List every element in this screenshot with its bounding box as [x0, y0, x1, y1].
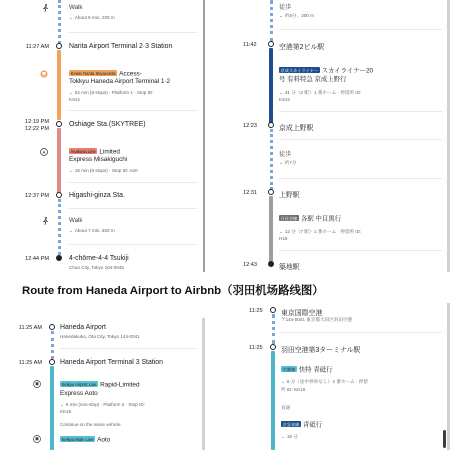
walk-label: 徒歩 [279, 151, 292, 158]
transit-leg-title: Keikyu Main Line Aoto [61, 436, 111, 444]
departure-time: 11:25 AM [18, 360, 42, 366]
transit-leg-title: 空港線 快特 青砥行 [282, 366, 333, 374]
transit-leg-title: 京成スカイライナー スカイライナー20 [280, 67, 374, 75]
keikyu-line [50, 366, 54, 450]
station-node [268, 189, 274, 195]
divider [279, 111, 442, 112]
chevron-down-icon: ⌄ [279, 160, 283, 165]
station-node [270, 344, 276, 350]
leg-details[interactable]: ⌄ 12 分（7 駅）· 1 番ホーム · 停留所 ID: [279, 229, 362, 234]
walk-label: 徒歩 [279, 4, 292, 11]
svg-text:A: A [42, 149, 46, 155]
line-badge: Keikyu Main Line [61, 436, 94, 442]
walk-icon [41, 4, 49, 12]
divider [69, 110, 197, 111]
line-badge: Keikyu Airport Line [61, 381, 97, 387]
itinerary-panel-narita-en [0, 0, 205, 272]
transit-leg-destination: 号 有料特急 京成上野行 [279, 76, 347, 83]
walk-duration[interactable]: ⌄ About 7 min, 500 m [69, 228, 115, 233]
stop-id: KK16 [60, 409, 72, 414]
line-badge: 京急本線 [282, 421, 300, 427]
transit-leg-title: 日比谷線 各駅 中目黒行 [280, 215, 342, 223]
station-name[interactable]: 京成上野駅 [279, 125, 314, 132]
through-service-note: 直通 [281, 405, 291, 410]
itinerary-panel-haneda-en [0, 318, 205, 450]
divider [69, 208, 197, 209]
skyliner-line [269, 48, 273, 124]
asakusa-line [57, 128, 61, 194]
walk-label: Walk [69, 4, 83, 11]
walk-path [51, 331, 54, 359]
station-node [268, 41, 274, 47]
arrival-time: 12:23 [243, 123, 257, 129]
train-icon [33, 380, 41, 388]
train-icon [40, 70, 48, 78]
station-node [56, 121, 62, 127]
stop-id: KS41 [69, 97, 81, 102]
station-node [56, 192, 62, 198]
scrollbar-thumb[interactable] [443, 430, 446, 448]
destination-city: Chuo City, Tokyo 104-0045 [69, 265, 124, 270]
walk-duration[interactable]: ⌄ 約7分 [279, 160, 297, 165]
line-badge: 京成スカイライナー [280, 67, 319, 73]
keikyu-line [271, 351, 275, 450]
departure-time: 12:22 PM [25, 126, 49, 132]
walk-path [272, 314, 275, 344]
transit-leg-title: Keikyu Airport Line Rapid-Limited [61, 381, 140, 389]
divider [279, 178, 442, 179]
walk-icon [41, 217, 49, 225]
arrival-time: 12:31 [243, 190, 257, 196]
walk-path [270, 0, 273, 42]
departure-time: 11:25 [249, 308, 263, 314]
skyaccess-line [57, 50, 61, 120]
line-badge: Asakusa Line [70, 148, 96, 154]
chevron-down-icon: ⌄ [281, 434, 285, 439]
panel-edge [203, 0, 205, 272]
leg-details[interactable]: ⌄ 15 min (9 stops) · Stop ID: A20 [69, 168, 138, 173]
itinerary-panel-haneda-ja [236, 303, 450, 450]
arrival-time: 12:43 [243, 262, 257, 268]
station-name[interactable]: Narita Airport Terminal 2·3 Station [69, 43, 173, 50]
divider [69, 32, 197, 33]
station-node [56, 43, 62, 49]
station-name[interactable]: 空港第2ビル駅 [279, 44, 325, 51]
station-node [268, 122, 274, 128]
departure-time: 11:27 AM [25, 44, 49, 50]
station-name[interactable]: Haneda Airport Terminal 3 Station [60, 359, 163, 366]
subway-icon [40, 148, 48, 156]
walk-path [58, 0, 61, 44]
continue-note: Continue on the same vehicle [60, 422, 121, 427]
divider [60, 348, 197, 349]
stop-id: H18 [279, 236, 288, 241]
transit-leg-title: Keisei Narita Skyaccess Access- [70, 70, 142, 78]
station-name[interactable]: Oshiage Sta.(SKYTREE) [69, 121, 146, 128]
destination-address[interactable]: 4-chōme-4-4 Tsukiji [69, 255, 129, 262]
origin-name[interactable]: Haneda Airport [60, 324, 106, 331]
walk-duration[interactable]: ⌄ About 5 min, 200 m [69, 15, 115, 20]
section-heading: Route from Haneda Airport to Airbnb（羽田机场路线图） [22, 285, 324, 297]
divider [279, 29, 442, 30]
leg-details[interactable]: ⌄ 52 min (8 stops) · Platform 1 · Stop ID: [69, 90, 154, 95]
chevron-down-icon: ⌄ [69, 90, 73, 95]
transit-leg-destination: Express Aoto [60, 390, 98, 397]
stop-id: KS41 [279, 97, 291, 102]
chevron-down-icon: ⌄ [279, 90, 283, 95]
chevron-down-icon: ⌄ [60, 402, 64, 407]
station-name[interactable]: Higashi-ginza Sta. [69, 192, 125, 199]
arrival-time: 12:19 PM [25, 119, 49, 125]
divider [281, 332, 442, 333]
walk-path [58, 199, 61, 255]
origin-node [49, 324, 55, 330]
itinerary-panel-narita-ja [236, 0, 450, 272]
divider [279, 139, 442, 140]
transit-leg-destination: Express Misakiguchi [69, 156, 128, 163]
destination-station[interactable]: 築地駅 [279, 264, 300, 271]
origin-node [270, 307, 276, 313]
chevron-down-icon: ⌄ [279, 13, 283, 18]
divider [69, 244, 197, 245]
chevron-down-icon: ⌄ [69, 228, 73, 233]
station-node [49, 359, 55, 365]
leg-details[interactable]: ⌄ 6 分（途中停車なし）· 2 番ホーム · 停留 [281, 379, 369, 384]
chevron-down-icon: ⌄ [281, 379, 285, 384]
arrival-time: 12:44 PM [25, 256, 49, 262]
departure-time: 11:25 [249, 345, 263, 351]
transit-leg-title: 京急本線 青砥行 [282, 421, 323, 429]
divider [279, 250, 442, 251]
walk-path [270, 129, 273, 190]
destination-node [268, 261, 274, 267]
origin-address: Hanedakuko, Ota City, Tokyo 144-0041 [60, 334, 140, 339]
panel-edge [202, 318, 205, 450]
station-name[interactable]: 羽田空港第3ターミナル駅 [281, 347, 361, 354]
line-badge: 日比谷線 [280, 215, 298, 221]
transit-leg-title: Asakusa Line Limited [70, 148, 120, 156]
line-badge: 空港線 [282, 366, 296, 372]
chevron-down-icon: ⌄ [279, 229, 283, 234]
chevron-down-icon: ⌄ [69, 15, 73, 20]
hibiya-line [269, 196, 273, 264]
departure-time: 11:25 AM [18, 325, 42, 331]
walk-label: Walk [69, 217, 83, 224]
origin-address: 〒144-0041 東京都大田区羽田空港 [281, 317, 353, 322]
divider [69, 182, 197, 183]
station-name[interactable]: 上野駅 [279, 192, 300, 199]
train-icon [33, 435, 41, 443]
leg-details[interactable]: ⌄ 6 min (non-stop) · Platform 2 · Stop ID: [60, 402, 146, 407]
chevron-down-icon: ⌄ [69, 168, 73, 173]
departure-time: 11:42 [243, 42, 257, 48]
leg-details[interactable]: ⌄ 19 分 [281, 434, 298, 439]
leg-details[interactable]: ⌄ 41 分（2 駅）· 1 番ホーム · 停留所 ID: [279, 90, 362, 95]
walk-duration[interactable]: ⌄ 約5分、200 m [279, 13, 314, 18]
origin-name[interactable]: 東京国際空港 [281, 310, 323, 317]
transit-leg-destination: Tokkyu Haneda Airport Terminal 1·2 [69, 78, 171, 85]
line-badge: Keisei Narita Skyaccess [70, 70, 116, 76]
stop-id: 所 ID: KK16 [281, 387, 306, 392]
destination-node [56, 255, 62, 261]
arrival-time: 12:37 PM [25, 193, 49, 199]
